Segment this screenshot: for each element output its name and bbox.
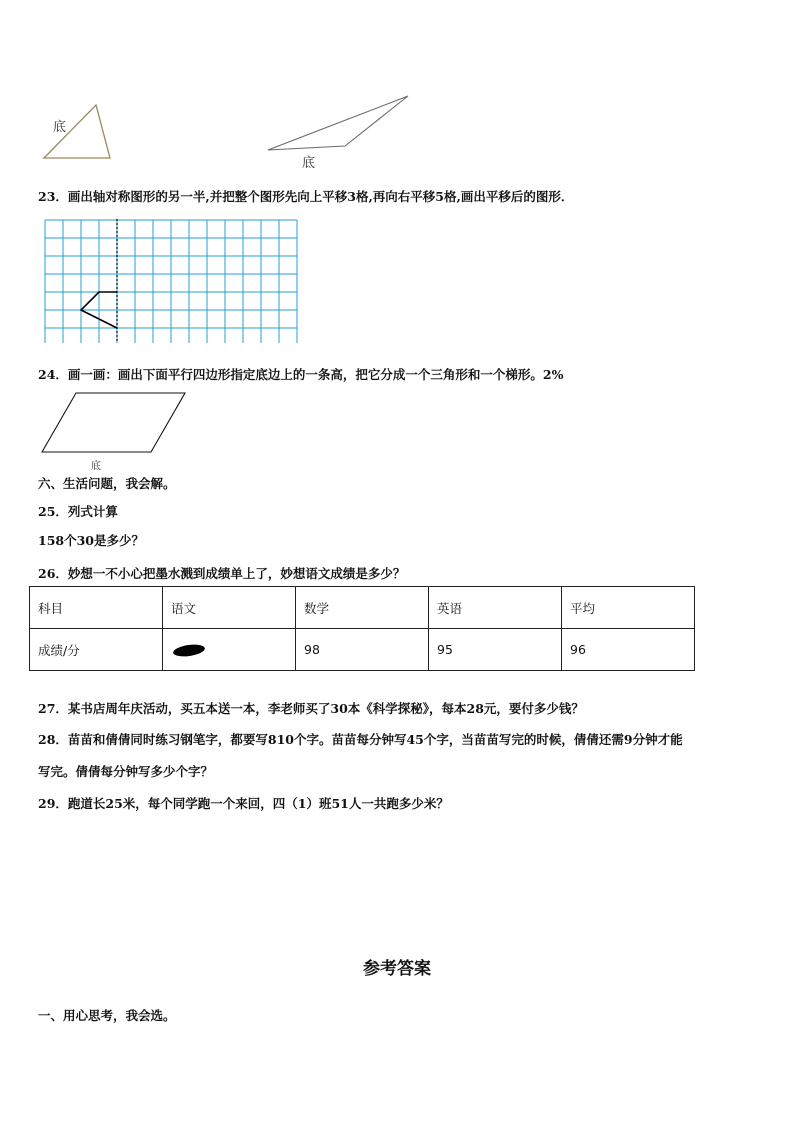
- parallelogram-figure: [38, 390, 198, 460]
- question-24: 24．画一画：画出下面平行四边形指定底边上的一条高，把它分成一个三角形和一个梯形。2%: [38, 367, 564, 382]
- header-english: 英语: [429, 587, 562, 629]
- answers-section-1: 一、用心思考，我会选。: [38, 1008, 176, 1023]
- header-subject: 科目: [30, 587, 163, 629]
- question-26: 26．妙想一不小心把墨水溅到成绩单上了，妙想语文成绩是多少？: [38, 566, 406, 581]
- answers-title: 参考答案: [363, 959, 431, 979]
- question-27: 27．某书店周年庆活动，买五本送一本，李老师买了30本《科学探秘》，每本28元，要付多少钱？: [38, 701, 584, 716]
- header-average: 平均: [562, 587, 695, 629]
- triangle-right: [268, 96, 408, 150]
- row-label: 成绩/分: [30, 629, 163, 671]
- triangle-right-base-label: 底: [302, 156, 316, 171]
- grid-figure: [44, 219, 300, 343]
- header-math: 数学: [296, 587, 429, 629]
- parallelogram-base-label: 底: [91, 461, 101, 472]
- score-table: [29, 586, 695, 671]
- table-header-row: [30, 587, 695, 629]
- table-row: [30, 629, 695, 671]
- ink-blot-icon: [172, 643, 205, 658]
- triangle-figures: [0, 0, 794, 180]
- chinese-score-ink-blot: [163, 629, 296, 671]
- question-28-line1: 28．苗苗和倩倩同时练习钢笔字，都要写810个字。苗苗每分钟写45个字，当苗苗写完的时候，倩倩还需9分钟才能: [38, 732, 683, 747]
- question-28-line2: 写完。倩倩每分钟写多少个字？: [38, 764, 214, 779]
- english-score: 95: [429, 629, 562, 671]
- question-25: 25．列式计算: [38, 504, 118, 519]
- math-score: 98: [296, 629, 429, 671]
- question-23: 23．画出轴对称图形的另一半,并把整个图形先向上平移3格,再向右平移5格,画出平移后的图形．: [38, 189, 574, 204]
- question-29: 29．跑道长25米，每个同学跑一个来回，四（1）班51人一共跑多少米？: [38, 796, 449, 811]
- parallelogram: [42, 393, 185, 452]
- average-score: 96: [562, 629, 695, 671]
- header-chinese: 语文: [163, 587, 296, 629]
- section-6-heading: 六、生活问题，我会解。: [38, 476, 176, 491]
- question-25-sub: 158个30是多少？: [38, 533, 144, 548]
- triangle-left-base-label: 底: [53, 120, 67, 135]
